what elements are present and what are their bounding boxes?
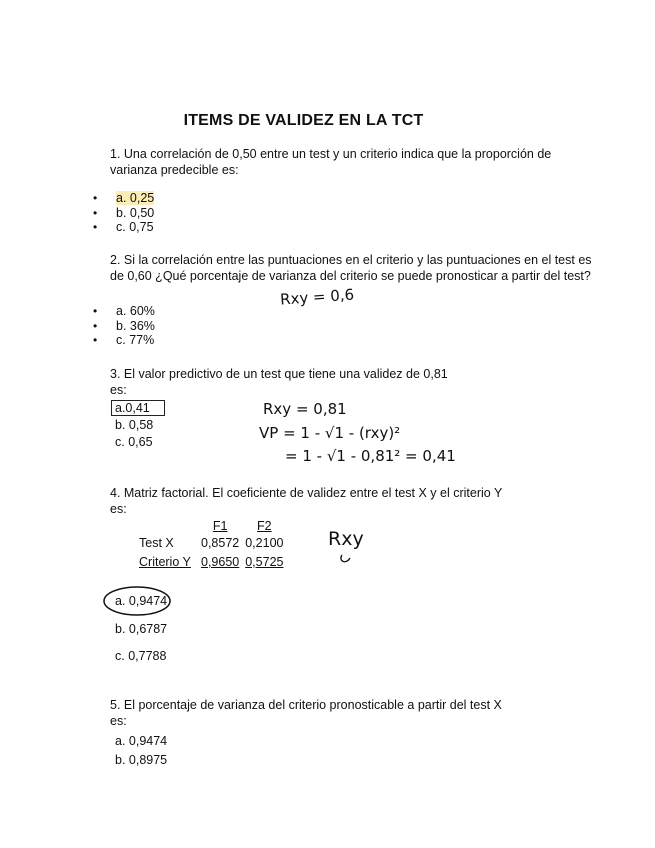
table-header-cell: F2 <box>257 519 272 533</box>
question-4-line-2: es: <box>110 502 127 516</box>
question-3 <box>110 366 580 398</box>
q3-option-b: b. 0,58 <box>115 418 154 432</box>
q2-option-c: c. 77% <box>116 333 155 347</box>
bullet-icon: • <box>93 304 98 318</box>
handwritten-calculation: = 1 - √1 - 0,81² = 0,41 <box>285 447 456 465</box>
q4-option-a: a. 0,9474 <box>115 594 168 608</box>
question-5 <box>110 697 580 729</box>
table-header-cell <box>136 519 198 533</box>
factor-matrix <box>136 519 286 571</box>
handwritten-squiggle <box>338 552 356 566</box>
table-cell: Test X <box>139 536 174 550</box>
question-2-line-2: de 0,60 ¿Qué porcentaje de varianza del criterio se puede pronosticar a partir del test? <box>110 269 591 283</box>
question-1 <box>110 146 580 178</box>
question-2-line-1: 2. Si la correlación entre las puntuaciones en el criterio y las puntuaciones en el test es <box>110 253 592 267</box>
handwritten-note-rxy-value: Rxy = 0,81 <box>263 400 347 418</box>
q1-option-a <box>116 191 154 205</box>
table-header-row <box>136 519 286 533</box>
bullet-icon: • <box>93 191 98 205</box>
table-row <box>136 553 286 571</box>
bullet-icon: • <box>93 220 98 234</box>
page-title: ITEMS DE VALIDEZ EN LA TCT <box>183 112 424 129</box>
q1-option-a-text: a. 0,25 <box>116 191 155 205</box>
question-1-line-2: varianza predecible es: <box>110 163 239 177</box>
question-4 <box>110 485 580 517</box>
table-row <box>136 533 286 553</box>
q1-option-c: c. 0,75 <box>116 220 154 234</box>
q5-option-b: b. 0,8975 <box>115 753 168 767</box>
bullet-icon: • <box>93 333 98 347</box>
question-2 <box>110 252 592 284</box>
table-cell: 0,9650 <box>201 555 240 569</box>
table-cell: 0,5725 <box>245 555 284 569</box>
q2-option-b: b. 36% <box>116 319 155 333</box>
question-1-line-1: 1. Una correlación de 0,50 entre un test y un criterio indica que la proporción de <box>110 147 552 161</box>
q4-option-b: b. 0,6787 <box>115 622 168 636</box>
table-cell: Criterio Y <box>139 555 191 569</box>
q3-option-c: c. 0,65 <box>115 435 153 449</box>
handwritten-rxy: Rxy <box>328 528 364 550</box>
handwritten-formula: VP = 1 - √1 - (rxy)² <box>259 424 401 442</box>
q2-option-a: a. 60% <box>116 304 155 318</box>
q3-option-a-boxed: a.0,41 <box>111 400 165 416</box>
question-4-line-1: 4. Matriz factorial. El coeficiente de validez entre el test X y el criterio Y <box>110 486 503 500</box>
question-3-line-1: 3. El valor predictivo de un test que tiene una validez de 0,81 <box>110 367 448 381</box>
q1-option-b: b. 0,50 <box>116 206 155 220</box>
bullet-icon: • <box>93 319 98 333</box>
bullet-icon: • <box>93 206 98 220</box>
table-header-cell: F1 <box>212 519 228 533</box>
table-cell: 0,8572 <box>201 536 240 550</box>
table-cell: 0,2100 <box>245 536 284 550</box>
q4-option-c: c. 0,7788 <box>115 649 167 663</box>
handwritten-note-rxy: Rxy = 0,6 <box>279 285 355 309</box>
question-5-line-2: es: <box>110 714 127 728</box>
q5-option-a: a. 0,9474 <box>115 734 168 748</box>
question-3-line-2: es: <box>110 383 127 397</box>
question-5-line-1: 5. El porcentaje de varianza del criterio pronosticable a partir del test X <box>110 698 502 712</box>
